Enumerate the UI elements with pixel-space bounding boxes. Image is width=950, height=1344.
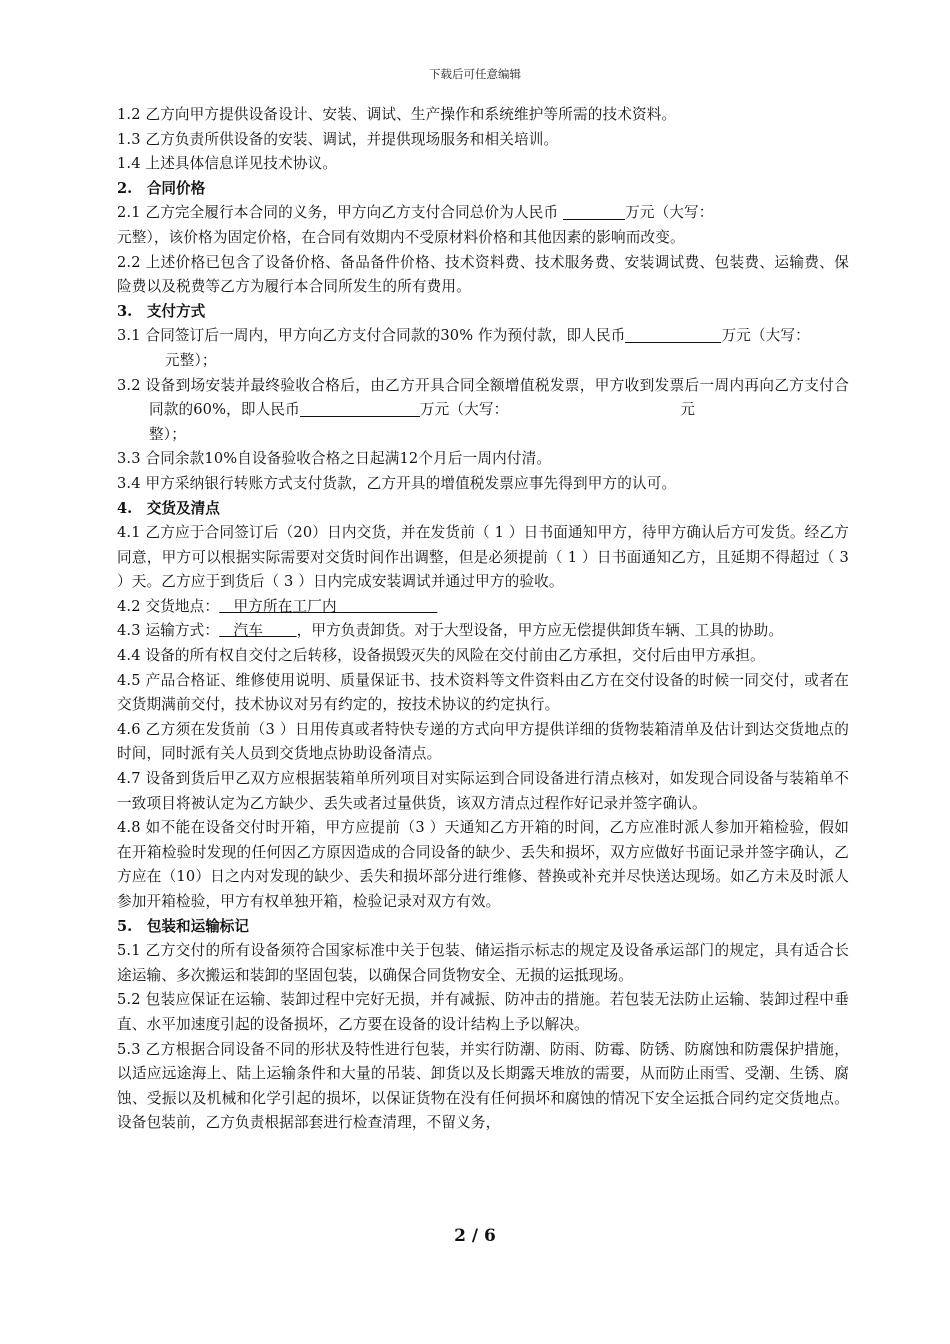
clause-2-1 xyxy=(117,201,849,250)
amount-blank xyxy=(300,400,420,417)
clause-4-3 xyxy=(117,619,849,644)
delivery-location-value: 甲方所在工厂内 xyxy=(233,597,337,615)
clause-2-1-text-c: 元整），该价格为固定价格，在合同有效期内不受原材料价格和其他因素的影响而改变。 xyxy=(117,228,685,246)
clause-3-2-text-a: 3.2 设备到场安装并最终验收合格后，由乙方开具合同全额增值税发票，甲方收到发票后一周内再向乙方支付合同款的60%，即人民币 xyxy=(117,376,849,419)
transport-method-value: 汽车 xyxy=(233,622,264,640)
clause-4-3-label: 4.3 运输方式： xyxy=(117,622,220,640)
document-body xyxy=(117,103,849,1136)
clause-3-1-text-a: 3.1 合同签订后一周内，甲方向乙方支付合同款的30% 作为预付款，即人民币 xyxy=(117,327,626,345)
clause-3-2-text-b: 万元（大写： xyxy=(419,401,509,419)
transport-method xyxy=(219,622,296,639)
amount-blank xyxy=(625,326,721,343)
clause-4-8: 4.8 如不能在设备交付时开箱，甲方应提前（3 ）天通知乙方开箱的时间，乙方应准时派人参加开箱检验，假如在开箱检验时发现的任何因乙方原因造成的合同设备的缺少、丢失和损坏，双方应做好书面记录并签字确认，乙方应在（10）日之内对发现的缺少、丢失和损坏部分进行维修、替换或补充并尽快送达现场。如乙方未及时派人参加开箱检验，甲方有权单独开箱，检验记录对双方有效。 xyxy=(117,819,849,910)
clause-3-2-text-c: 元 xyxy=(680,401,696,419)
clause-2-1-text-a: 2.1 乙方完全履行本合同的义务，甲方向乙方支付合同总价为人民币 xyxy=(117,204,559,222)
clause-4-4: 4.4 设备的所有权自交付之后转移，设备损毁灭失的风险在交付前由乙方承担，交付后由甲方承担。 xyxy=(117,647,765,665)
section-heading-4: 4. 交货及清点 xyxy=(117,499,220,517)
clause-4-5: 4.5 产品合格证、维修使用说明、质量保证书、技术资料等文件资料由乙方在交付设备的时候一同交付，或者在交货期满前交付，技术协议对另有约定的，按技术协议的约定执行。 xyxy=(117,671,849,714)
section-heading-3: 3. 支付方式 xyxy=(117,302,206,320)
clause-3-1 xyxy=(117,324,849,373)
clause-3-4: 3.4 甲方采纳银行转账方式支付货款，乙方开具的增值税发票应事先得到甲方的认可。 xyxy=(117,474,677,492)
section-heading-5: 5. 包装和运输标记 xyxy=(117,917,249,935)
clause-1-4: 1.4 上述具体信息详见技术协议。 xyxy=(117,155,338,173)
clause-3-1-text-c: 元整）； xyxy=(165,351,217,369)
clause-3-2 xyxy=(117,374,849,448)
clause-4-3-text: ，甲方负责卸货。对于大型设备，甲方应无偿提供卸货车辆、工具的协助。 xyxy=(296,622,784,640)
clause-4-1: 4.1 乙方应于合同签订后（20）日内交货，并在发货前（ 1 ）日书面通知甲方，待甲方确认后方可发货。经乙方同意，甲方可以根据实际需要对交货时间作出调整，但是必须提前（ 1 ）日书面通知乙方，且延期不得超过（ 3 ）天。乙方应于到货后（ 3 ）日内完成安装调试并通过甲方的验收。 xyxy=(117,524,849,591)
clause-5-1: 5.1 乙方交付的所有设备须符合国家标准中关于包装、储运指示标志的规定及设备承运部门的规定，具有适合长途运输、多次搬运和装卸的坚固包装，以确保合同货物安全、无损的运抵现场。 xyxy=(117,942,849,984)
clause-1-2: 1.2 乙方向甲方提供设备设计、安装、调试、生产操作和系统维护等所需的技术资料。 xyxy=(117,106,677,123)
clause-5-3: 5.3 乙方根据合同设备不同的形状及特性进行包装，并实行防潮、防雨、防霉、防锈、防腐蚀和防震保护措施，以适应远途海上、陆上运输条件和大量的吊装、卸货以及长期露天堆放的需要，从而防止雨雪、受潮、生锈、腐蚀、受振以及机械和化学引起的损坏，以保证货物在没有任何损坏和腐蚀的情况下安全运抵合同约定交货地点。设备包装前，乙方负责根据部套进行检查清理，不留义务， xyxy=(117,1040,849,1132)
clause-2-2: 2.2 上述价格已包含了设备价格、备品备件价格、技术资料费、技术服务费、安装调试费、包装费、运输费、保险费以及税费等乙方为履行本合同所发生的所有费用。 xyxy=(117,253,849,296)
clause-1-3: 1.3 乙方负责所供设备的安装、调试，并提供现场服务和相关培训。 xyxy=(117,130,559,148)
delivery-location xyxy=(219,598,437,615)
amount-blank xyxy=(563,203,625,220)
clause-3-1-text-b: 万元（大写： xyxy=(721,327,810,345)
clause-3-2-text-d: 整）； xyxy=(149,425,186,443)
clause-4-6: 4.6 乙方须在发货前（3 ）日用传真或者特快专递的方式向甲方提供详细的货物装箱清单及估计到达交货地点的时间，同时派有关人员到交货地点协助设备清点。 xyxy=(117,720,849,763)
section-heading-2: 2. 合同价格 xyxy=(117,179,206,197)
clause-4-7: 4.7 设备到货后甲乙双方应根据装箱单所列项目对实际运到合同设备进行清点核对，如发现合同设备与装箱单不一致项目将被认定为乙方缺少、丢失或者过量供货，该双方清点过程作好记录并签字确认。 xyxy=(117,770,849,812)
clause-4-2 xyxy=(117,595,849,620)
clause-4-2-label: 4.2 交货地点： xyxy=(117,597,220,615)
clause-2-1-text-b: 万元（大写： xyxy=(625,204,714,222)
clause-3-3: 3.3 合同余款10%自设备验收合格之日起满12个月后一周内付清。 xyxy=(117,450,552,468)
page-header: 下载后可任意编辑 xyxy=(429,67,521,81)
clause-5-2: 5.2 包装应保证在运输、装卸过程中完好无损，并有减振、防冲击的措施。若包装无法防止运输、装卸过程中垂直、水平加速度引起的设备损坏，乙方要在设备的设计结构上予以解决。 xyxy=(117,991,849,1033)
page-number: 2 / 6 xyxy=(454,1226,496,1246)
